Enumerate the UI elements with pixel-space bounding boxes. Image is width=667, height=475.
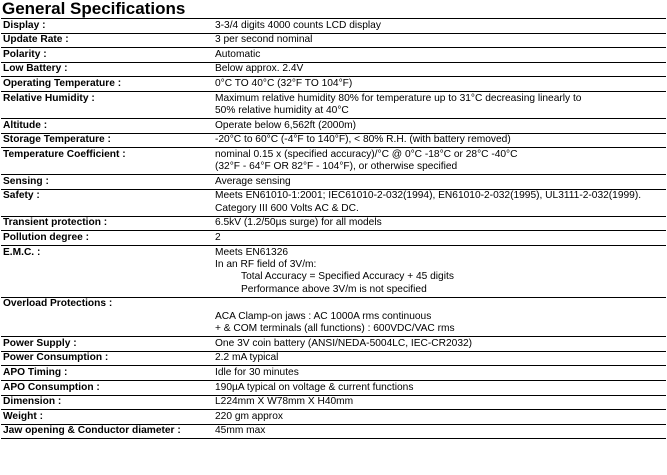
spec-value-line: Average sensing: [215, 175, 291, 187]
spec-row: [1, 395, 666, 410]
spec-label: Temperature Coefficient :: [1, 148, 213, 175]
spec-row: [1, 48, 666, 63]
spec-value: [213, 48, 666, 63]
spec-label: Weight :: [1, 410, 213, 425]
spec-value: [213, 424, 666, 439]
spec-value-line: Idle for 30 minutes: [215, 366, 299, 378]
spec-table: [1, 18, 666, 439]
spec-value-line: nominal 0.15 x (specified accuracy)/°C @ 0°C -18°C or 28°C -40°C: [215, 148, 518, 160]
spec-value-line: (32°F - 64°F OR 82°F - 104°F), or otherwise specified: [215, 161, 458, 173]
spec-value: [213, 337, 666, 352]
spec-value-line: 50% relative humidity at 40°C: [215, 104, 349, 116]
spec-row: [1, 118, 666, 133]
spec-value-line: + & COM terminals (all functions) : 600VDC/VAC rms: [215, 323, 455, 335]
spec-value: [213, 216, 666, 231]
spec-value: [213, 366, 666, 381]
spec-label: Operating Temperature :: [1, 77, 213, 92]
spec-label: Altitude :: [1, 118, 213, 133]
spec-row: [1, 148, 666, 175]
spec-label: Low Battery :: [1, 62, 213, 77]
spec-value-line: Automatic: [215, 48, 261, 60]
spec-value-line: Operate below 6,562ft (2000m): [215, 119, 357, 131]
spec-value-line: [215, 298, 666, 310]
spec-row: [1, 33, 666, 48]
spec-row: [1, 175, 666, 190]
spec-value: [213, 91, 666, 118]
spec-value-line: ACA Clamp-on jaws : AC 1000A rms continuous: [215, 310, 432, 322]
spec-value: [213, 245, 666, 297]
spec-label: Relative Humidity :: [1, 91, 213, 118]
spec-value: [213, 189, 666, 216]
spec-value: [213, 297, 666, 336]
spec-value-line: Maximum relative humidity 80% for temperature up to 31°C decreasing linearly to: [215, 92, 582, 104]
spec-value: [213, 19, 666, 34]
spec-row: [1, 19, 666, 34]
spec-value-line: -20°C to 60°C (-4°F to 140°F), < 80% R.H. (with battery removed): [215, 134, 511, 146]
spec-label: Power Supply :: [1, 337, 213, 352]
spec-label: Overload Protections :: [1, 297, 213, 336]
spec-value: [213, 410, 666, 425]
spec-label: Jaw opening & Conductor diameter :: [1, 424, 213, 439]
spec-label: Update Rate :: [1, 33, 213, 48]
spec-value: [213, 395, 666, 410]
spec-row: [1, 62, 666, 77]
spec-value: [213, 380, 666, 395]
spec-row: [1, 297, 666, 336]
spec-label: Sensing :: [1, 175, 213, 190]
spec-row: [1, 231, 666, 246]
spec-value-line: 3 per second nominal: [215, 34, 313, 46]
spec-label: Safety :: [1, 189, 213, 216]
spec-label: Storage Temperature :: [1, 133, 213, 148]
spec-value: [213, 148, 666, 175]
spec-value-line: Meets EN61326: [215, 246, 289, 258]
spec-value-line: Performance above 3V/m is not specified: [241, 283, 427, 295]
spec-row: [1, 337, 666, 352]
spec-value-line: 2: [215, 231, 221, 243]
spec-value: [213, 133, 666, 148]
spec-value: [213, 118, 666, 133]
spec-value-line: Total Accuracy = Specified Accuracy + 45 digits: [241, 271, 454, 283]
spec-row: [1, 366, 666, 381]
spec-value-line: Meets EN61010-1:2001; IEC61010-2-032(1994), EN61010-2-032(1995), UL3111-2-032(1999).: [215, 190, 642, 202]
spec-label: APO Timing :: [1, 366, 213, 381]
spec-row: [1, 133, 666, 148]
spec-value-line: One 3V coin battery (ANSI/NEDA-5004LC, IEC-CR2032): [215, 337, 473, 349]
spec-table-body: [1, 19, 666, 439]
spec-value-line: 190µA typical on voltage & current functions: [215, 381, 414, 393]
spec-value: [213, 351, 666, 366]
spec-value: [213, 175, 666, 190]
spec-label: Dimension :: [1, 395, 213, 410]
spec-value-line: L224mm X W78mm X H40mm: [215, 396, 354, 408]
spec-row: [1, 410, 666, 425]
spec-label: Transient protection :: [1, 216, 213, 231]
spec-value-line: Category III 600 Volts AC & DC.: [215, 202, 359, 214]
spec-label: Polarity :: [1, 48, 213, 63]
spec-value-line: 220 gm approx: [215, 410, 283, 422]
spec-row: [1, 91, 666, 118]
spec-row: [1, 77, 666, 92]
spec-value-line: 3-3/4 digits 4000 counts LCD display: [215, 19, 381, 31]
spec-value: [213, 231, 666, 246]
spec-row: [1, 424, 666, 439]
spec-value-line: 45mm max: [215, 425, 266, 437]
spec-label: Display :: [1, 19, 213, 34]
spec-value-line: Below approx. 2.4V: [215, 63, 304, 75]
spec-row: [1, 189, 666, 216]
page-title: General Specifications: [2, 0, 186, 18]
spec-label: Pollution degree :: [1, 231, 213, 246]
spec-value-line: 6.5kV (1.2/50µs surge) for all models: [215, 217, 382, 229]
spec-label: E.M.C. :: [1, 245, 213, 297]
spec-value: [213, 33, 666, 48]
spec-value-line: In an RF field of 3V/m:: [215, 258, 317, 270]
spec-label: Power Consumption :: [1, 351, 213, 366]
spec-row: [1, 216, 666, 231]
spec-value: [213, 62, 666, 77]
spec-row: [1, 380, 666, 395]
spec-value-line: 2.2 mA typical: [215, 352, 279, 364]
spec-value: [213, 77, 666, 92]
spec-label: APO Consumption :: [1, 380, 213, 395]
spec-row: [1, 245, 666, 297]
spec-row: [1, 351, 666, 366]
spec-value-line: 0°C TO 40°C (32°F TO 104°F): [215, 77, 353, 89]
